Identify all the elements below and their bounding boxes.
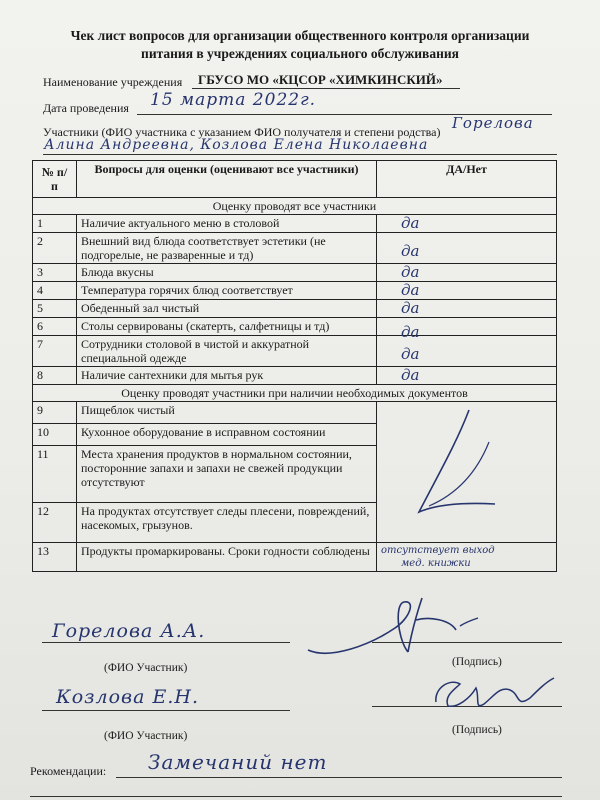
row-answer-cell: [377, 318, 557, 341]
row-answer: да: [401, 299, 420, 317]
row-number: 7: [33, 336, 77, 367]
row-number: 3: [33, 264, 77, 282]
date-label: Дата проведения: [43, 101, 129, 115]
col-num-header: № п/п: [33, 161, 77, 198]
table-row: [33, 336, 557, 367]
row-answer: да: [401, 323, 420, 341]
row-question: Сотрудники столовой в чистой и аккуратной специальной одежде: [77, 336, 377, 367]
row-answer-cell: [377, 233, 557, 264]
row-number: 1: [33, 215, 77, 233]
section-title: Оценку проводят участники при наличии необходимых документов: [33, 385, 557, 402]
date-value: 15 марта 2022г.: [150, 90, 317, 110]
row-answer-cell: [377, 336, 557, 367]
sign-label-1: (Подпись): [452, 656, 502, 668]
col-question-header: Вопросы для оценки (оценивают все участники): [77, 161, 377, 198]
row-question: Кухонное оборудование в исправном состоянии: [77, 423, 377, 445]
row-question: На продуктах отсутствует следы плесени, повреждений, насекомых, грызунов.: [77, 503, 377, 543]
table-row: [33, 543, 557, 572]
row-number: 10: [33, 423, 77, 445]
document-title-line-2: питания в учреждениях социального обслуживания: [141, 46, 459, 61]
row-question: Наличие сантехники для мытья рук: [77, 367, 377, 385]
col-answer-header: ДА/Нет: [377, 161, 557, 198]
row-question: Обеденный зал чистый: [77, 300, 377, 318]
table-row: [33, 367, 557, 385]
row-answer: да: [401, 242, 420, 260]
row-number: 9: [33, 402, 77, 424]
cross-out-mark: [377, 402, 557, 542]
row-answer-cell: [377, 543, 557, 572]
row-number: 5: [33, 300, 77, 318]
row-answer-cell: [377, 300, 557, 318]
row-number: 4: [33, 282, 77, 300]
participant-1-name-line: [42, 642, 290, 643]
table-row: [33, 233, 557, 264]
fio-label-1: (ФИО Участник): [104, 662, 188, 674]
row-question: Блюда вкусны: [77, 264, 377, 282]
table-row: [33, 215, 557, 233]
institution-label: Наименование учреждения: [43, 75, 183, 89]
participant-1-name: Горелова А.А.: [52, 620, 206, 642]
table-header-row: [33, 161, 557, 198]
institution-underline: [192, 88, 460, 89]
table-row: [33, 282, 557, 300]
table-row: [33, 300, 557, 318]
participants-value-line-1: Горелова: [452, 114, 534, 132]
recommendations-label: Рекомендации:: [30, 764, 107, 778]
section-row: [33, 385, 557, 402]
row-answer-cell: [377, 264, 557, 282]
participant-2-signature: [430, 668, 560, 718]
section-row: [33, 198, 557, 215]
institution-value: ГБУСО МО «КЦСОР «ХИМКИНСКИЙ»: [198, 72, 443, 87]
row-question: Температура горячих блюд соответствует: [77, 282, 377, 300]
row-answer: да: [401, 366, 420, 384]
document-title-line-1: Чек лист вопросов для организации общественного контроля организации: [70, 28, 530, 43]
table-row: [33, 402, 557, 424]
row-answer-cell: [377, 215, 557, 233]
section-title: Оценку проводят все участники: [33, 198, 557, 215]
row-answer: да: [401, 281, 420, 299]
row-answer-cell: [377, 282, 557, 300]
row-number: 12: [33, 503, 77, 543]
questions-table: [32, 160, 557, 572]
participants-underline: [43, 154, 557, 155]
participant-2-name-line: [42, 710, 290, 711]
participants-value-line-2: Алина Андреевна, Козлова Елена Николаевна: [44, 137, 429, 153]
fio-label-2: (ФИО Участник): [104, 730, 188, 742]
row-question: Продукты промаркированы. Сроки годности соблюдены: [77, 543, 377, 572]
row-number: 6: [33, 318, 77, 336]
recommendations-underline: [116, 777, 562, 778]
participant-2-name: Козлова Е.Н.: [56, 686, 199, 708]
row-answer: да: [401, 263, 420, 281]
table-row: [33, 264, 557, 282]
row-number: 8: [33, 367, 77, 385]
row-answer-note-line-2: мед. книжки: [401, 558, 471, 569]
row-answer: да: [401, 345, 420, 363]
row-question: Наличие актуального меню в столовой: [77, 215, 377, 233]
row-number: 2: [33, 233, 77, 264]
table-row: [33, 318, 557, 336]
recommendations-underline-2: [30, 796, 562, 797]
row-question: Внешний вид блюда соответствует эстетики (не подгорелые, не разваренные и тд): [77, 233, 377, 264]
row-question: Пищеблок чистый: [77, 402, 377, 424]
cross-out-cell: [377, 402, 557, 543]
row-question: Места хранения продуктов в нормальном состоянии, посторонние запахи и запахи не свежей продукции отсутствуют: [77, 445, 377, 503]
row-answer: да: [401, 214, 420, 232]
row-number: 13: [33, 543, 77, 572]
row-number: 11: [33, 445, 77, 503]
row-answer-note-line-1: отсутствует выход: [381, 545, 495, 556]
sign-label-2: (Подпись): [452, 724, 502, 736]
row-answer-cell: [377, 367, 557, 385]
participants-label: Участники (ФИО участника с указанием ФИО получателя и степени родства): [43, 125, 441, 139]
row-question: Столы сервированы (скатерть, салфетницы и тд): [77, 318, 377, 336]
recommendations-value: Замечаний нет: [148, 750, 328, 774]
